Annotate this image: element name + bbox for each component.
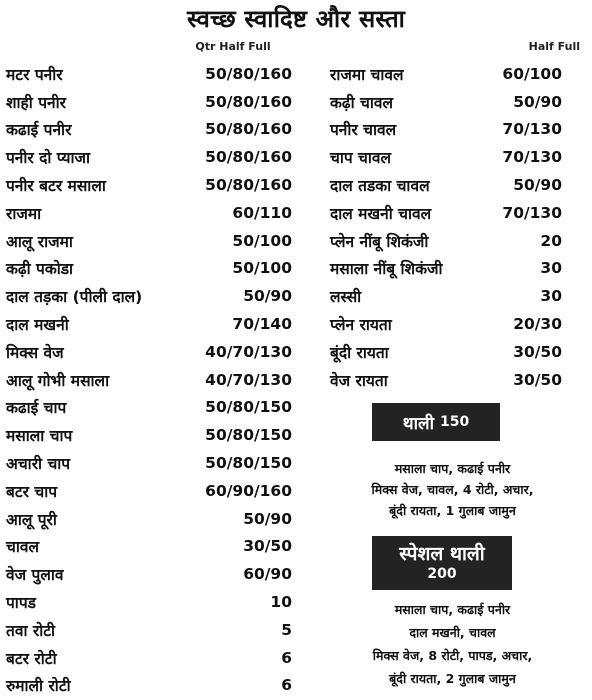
item-name: आलू पूरी (6, 510, 57, 529)
item-name: प्लेन नींबू शिकंजी (330, 232, 429, 251)
thali-line: मिक्स वेज, चावल, 4 रोटी, अचार, (371, 482, 534, 497)
menu-item (6, 421, 292, 449)
item-price: 40/70/130 (205, 370, 292, 389)
item-name: मसाला चाप (6, 427, 73, 446)
item-price: 50/80/150 (205, 426, 292, 445)
menu-item (330, 143, 562, 171)
item-price: 20/30 (513, 315, 562, 334)
item-name: आलू राजमा (6, 232, 73, 251)
item-price: 50/90 (513, 176, 562, 195)
item-name: बूंदी रायता (330, 343, 389, 362)
item-name: दाल मखनी चावल (330, 204, 432, 223)
special-thali-description (330, 598, 575, 690)
item-price: 50/90 (243, 287, 292, 306)
item-price: 30/50 (243, 537, 292, 556)
menu-item (6, 560, 292, 588)
special-thali-line: मसाला चाप, कढाई पनीर (394, 602, 511, 617)
thali-name: थाली (402, 413, 434, 434)
item-name: दाल मखनी (6, 316, 69, 335)
thali-description (330, 458, 575, 521)
menu-title: स्वच्छ स्वादिष्ट और सस्ता (186, 5, 406, 33)
special-thali-line: बूंदी रायता, 2 गुलाब जामुन (389, 671, 516, 686)
item-price: 70/130 (502, 148, 562, 167)
menu-item (6, 477, 292, 505)
item-price: 70/130 (502, 203, 562, 222)
item-price: 50/80/160 (205, 148, 292, 167)
item-name: दाल तडका चावल (330, 177, 430, 196)
menu-item (330, 366, 562, 394)
item-price: 50/80/150 (205, 398, 292, 417)
menu-item (6, 171, 292, 199)
item-price: 50/100 (232, 259, 292, 278)
item-name: कढाई पनीर (6, 121, 72, 140)
menu-item (6, 143, 292, 171)
item-name: कढ़ी पकोडा (6, 260, 74, 279)
menu-item (330, 255, 562, 283)
item-name: वेज रायता (330, 371, 388, 390)
item-name: पनीर चावल (330, 121, 397, 140)
item-price: 5 (281, 620, 292, 639)
menu-item (6, 533, 292, 561)
item-price: 50/90 (513, 92, 562, 111)
item-price: 40/70/130 (205, 342, 292, 361)
menu-item (330, 338, 562, 366)
item-price: 6 (281, 648, 292, 667)
menu-item (330, 116, 562, 144)
special-thali-price: 200 (427, 566, 457, 582)
menu-item (6, 394, 292, 422)
right-column-header: Half Full (528, 40, 580, 53)
item-name: दाल तड़का (पीली दाल) (6, 288, 143, 307)
item-price: 60/100 (502, 64, 562, 83)
item-name: अचारी चाप (6, 455, 71, 474)
item-price: 30 (540, 259, 562, 278)
special-thali-label-box (372, 536, 512, 590)
left-menu-list (6, 60, 292, 699)
menu-item (6, 644, 292, 672)
special-thali-name: स्पेशल थाली (399, 543, 485, 565)
item-name: पनीर बटर मसाला (6, 177, 106, 196)
right-menu-list (330, 60, 562, 394)
menu-item (6, 310, 292, 338)
item-price: 60/90 (243, 565, 292, 584)
item-price: 50/80/150 (205, 454, 292, 473)
left-column-header: Qtr Half Full (195, 40, 271, 53)
item-name: बटर रोटी (6, 649, 57, 668)
menu-item (330, 227, 562, 255)
menu-item (6, 505, 292, 533)
item-name: कढाई चाप (6, 399, 67, 418)
menu-item (330, 60, 562, 88)
menu-item (330, 310, 562, 338)
menu-item (6, 672, 292, 700)
menu-item (6, 588, 292, 616)
item-name: शाही पनीर (6, 93, 66, 112)
item-price: 70/140 (232, 315, 292, 334)
item-name: वेज पुलाव (6, 566, 64, 585)
menu-item (6, 338, 292, 366)
item-name: तवा रोटी (6, 621, 56, 640)
item-price: 30/50 (513, 370, 562, 389)
menu-item (6, 116, 292, 144)
item-name: राजमा (6, 204, 42, 223)
menu-item (6, 227, 292, 255)
item-price: 50/80/160 (205, 64, 292, 83)
item-price: 50/90 (243, 509, 292, 528)
item-name: चावल (6, 538, 39, 557)
menu-item (6, 88, 292, 116)
item-name: रुमाली रोटी (6, 677, 71, 696)
special-thali-line: दाल मखनी, चावल (409, 625, 496, 640)
item-name: चाप चावल (330, 149, 392, 168)
menu-item (6, 282, 292, 310)
item-price: 10 (270, 593, 292, 612)
menu-item (330, 282, 562, 310)
thali-line: मसाला चाप, कढाई पनीर (394, 461, 511, 476)
item-name: पापड (6, 594, 36, 613)
item-name: प्लेन रायता (330, 316, 392, 335)
item-price: 60/90/160 (205, 481, 292, 500)
item-price: 30/50 (513, 342, 562, 361)
item-name: मटर पनीर (6, 65, 63, 84)
thali-line: बूंदी रायता, 1 गुलाब जामुन (389, 503, 516, 518)
menu-item (6, 255, 292, 283)
thali-label-box (372, 403, 500, 441)
special-thali-line: मिक्स वेज, 8 रोटी, पापड, अचार, (372, 648, 533, 663)
menu-item (6, 449, 292, 477)
item-price: 30 (540, 287, 562, 306)
item-price: 60/110 (232, 203, 292, 222)
item-name: लस्सी (330, 288, 362, 307)
item-price: 6 (281, 676, 292, 695)
item-name: मसाला नींबू शिकंजी (330, 260, 443, 279)
menu-item (330, 88, 562, 116)
thali-price: 150 (439, 414, 470, 430)
menu-item (6, 199, 292, 227)
item-price: 50/80/160 (205, 120, 292, 139)
item-name: कढ़ी चावल (330, 93, 394, 112)
menu-item (330, 199, 562, 227)
menu-item (6, 366, 292, 394)
item-name: पनीर दो प्याजा (6, 149, 90, 168)
menu-item (6, 616, 292, 644)
item-price: 70/130 (502, 120, 562, 139)
item-price: 50/100 (232, 231, 292, 250)
item-price: 20 (540, 231, 562, 250)
item-name: मिक्स वेज (6, 343, 64, 362)
menu-item (6, 60, 292, 88)
item-name: आलू गोभी मसाला (6, 371, 110, 390)
menu-item (330, 171, 562, 199)
item-name: बटर चाप (6, 482, 58, 501)
item-price: 50/80/160 (205, 92, 292, 111)
item-price: 50/80/160 (205, 176, 292, 195)
item-name: राजमा चावल (330, 65, 404, 84)
